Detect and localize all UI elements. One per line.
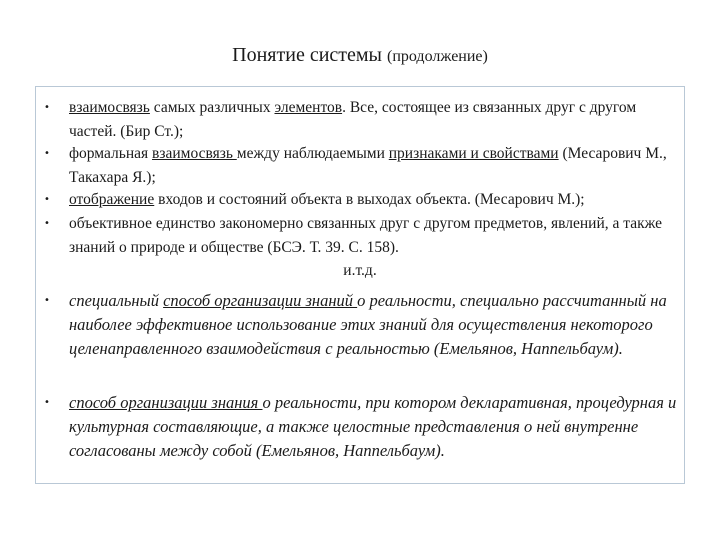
bullet-marker: • [44,148,50,159]
underlined-term: способ организации знаний [163,291,358,310]
bullet-text: объективное единство закономерно связанных друг с другом предметов, явлений, а также знаний о природе и обществе (БСЭ. Т. 39. С. 158). [69,215,662,256]
underlined-term: взаимосвязь [152,145,237,162]
text-run: (Месарович М., Такахара Я.); [69,145,667,186]
bullet-marker: • [44,397,50,408]
slide-title [0,44,720,67]
underlined-term: отображение [69,191,155,208]
title-main: Понятие системы [232,44,382,66]
underlined-term: взаимосвязь [69,99,150,116]
etc-label: и.т.д. [343,262,377,279]
text-run: между наблюдаемыми [236,145,389,162]
text-run: о реальности, специально рассчитанный на наиболее эффективное использование этих знаний для осуществления некоторого целенаправленного взаимодействия с реальностью (Емельянов, Наппельбаум). [69,291,667,358]
text-run: . Все, состоящее из связанных друг с другом частей. (Бир Ст.); [69,99,637,140]
underlined-term: признаками и свойствами [388,145,559,162]
bullet-text [69,142,681,190]
bullet-text [69,188,681,212]
title-sub: (продолжение) [387,48,488,65]
text-run: специальный [69,291,164,310]
underlined-term: способ организации знания [69,393,263,412]
bullet-text [69,289,681,361]
bullet-marker: • [44,102,50,113]
content-box [35,86,685,484]
bullet-text [69,391,681,463]
underlined-term: элементов [274,99,343,116]
bullet-text [69,96,681,144]
text-run: формальная [69,145,153,162]
bullet-marker: • [44,295,50,306]
bullet-marker: • [44,194,50,205]
text-run: входов и состояний объекта в выходах объекта. (Месарович М.); [154,191,585,208]
text-run: о реальности, при котором декларативная, процедурная и культурная составляющие, а также целостные представления о ней внутренне согласованы между собой (Емельянов, Наппельбаум). [69,393,677,460]
text-run: самых различных [149,99,275,116]
bullet-marker: • [44,218,50,229]
